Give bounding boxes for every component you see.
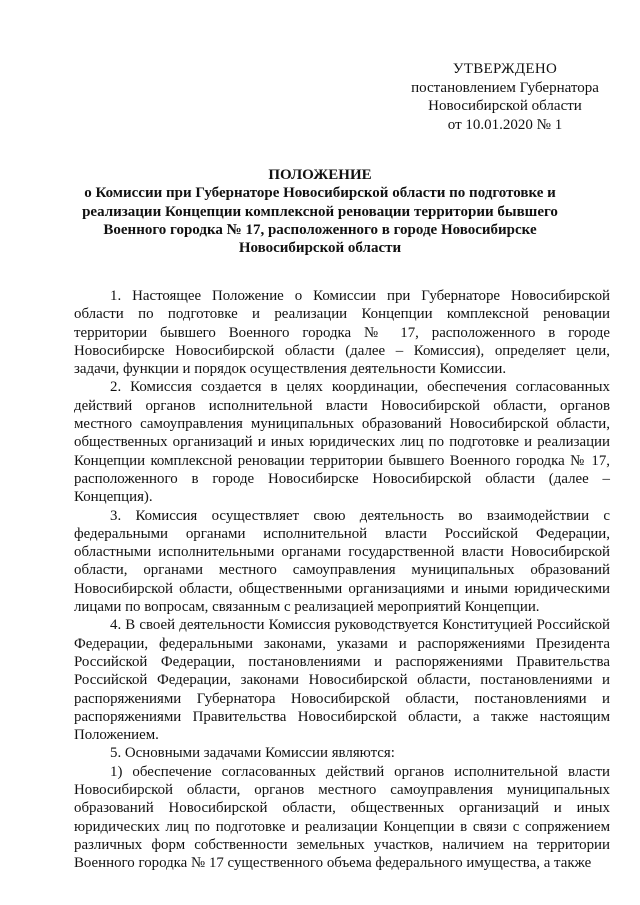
approval-date: от 10.01.2020 № 1 [447, 116, 563, 133]
approval-stamp: УТВЕРЖДЕНО [452, 61, 558, 77]
title-line: реализации Концепции комплексной реновации территории бывшего [82, 203, 558, 220]
title-heading: ПОЛОЖЕНИЕ [268, 167, 372, 183]
paragraph: 1) обеспечение согласованных действий органов исполнительной власти Новосибирской области, органов местного самоуправления муниципальных образований Новосибирской области, общественных организаций и иных юридических лиц по подготовке и реализации Концепции в связи с сопряжением различных форм собственности земельных участков, наличием на территории Военного городка № 17 существенного объема федерального имущества, а также [74, 763, 610, 872]
approval-block [400, 60, 610, 134]
paragraph: 4. В своей деятельности Комиссия руководствуется Конституцией Российской Федерации, федеральными законами, указами и распоряжениями Президента Российской Федерации, постановлениями и распоряжениями Правительства Российской Федерации, законами Новосибирской области, постановлениями и распоряжениями Губернатора Новосибирской области, постановлениями и распоряжениями Правительства Новосибирской области, а также настоящим Положением. [74, 617, 610, 744]
title-line: о Комиссии при Губернаторе Новосибирской области по подготовке и [84, 185, 556, 202]
title-line: Новосибирской области [238, 240, 402, 257]
paragraph: 3. Комиссия осуществляет свою деятельность во взаимодействии с федеральными органами исполнительной власти Российской Федерации, областными исполнительными органами государственной власти Новосибирской области, органами местного самоуправления муниципальных образований Новосибирской области, общественными организациями и иными юридическими лицами по вопросам, связанным с реализацией мероприятий Концепции. [74, 507, 610, 616]
document-title [60, 166, 580, 257]
approval-line: Новосибирской области [428, 98, 582, 114]
paragraph: 1. Настоящее Положение о Комиссии при Губернаторе Новосибирской области по подготовке и реализации Концепции комплексной реновации территории бывшего Военного городка № 17, расположенного в городе Новосибирске Новосибирской области (далее – Комиссия), определяет цели, задачи, функции и порядок осуществления деятельности Комиссии. [74, 288, 610, 378]
approval-line: постановлением Губернатора [411, 79, 599, 96]
title-line: Военного городка № 17, расположенного в городе Новосибирске [103, 221, 537, 238]
paragraph: 5. Основными задачами Комиссии являются: [110, 745, 395, 762]
document-body [74, 287, 610, 873]
paragraph: 2. Комиссия создается в целях координации, обеспечения согласованных действий органов исполнительной власти Новосибирской области, органов местного самоуправления муниципальных образований Новосибирской области, общественных организаций и иных юридических лиц по подготовке и реализации Концепции комплексной реновации территории бывшего Военного городка № 17, расположенного в городе Новосибирске Новосибирской области (далее – Концепция). [74, 379, 610, 506]
